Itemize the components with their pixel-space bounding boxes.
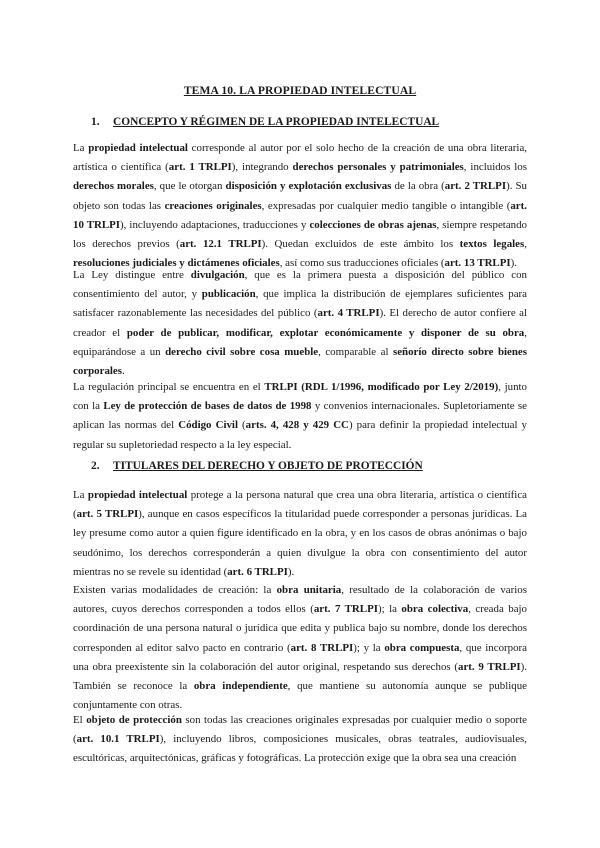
text-run: ). Su objeto son todas las: [73, 180, 527, 212]
bold-text-run: arts. 4, 428 y 429 CC: [245, 419, 349, 432]
text-run: de la obra (: [391, 180, 445, 193]
text-run: ); y la: [353, 641, 385, 654]
text-run: , comparable al: [318, 345, 393, 358]
section-heading-1: [91, 116, 439, 128]
bold-text-run: obra compuesta: [384, 641, 460, 654]
paragraph-1: [73, 139, 527, 273]
bold-text-run: art. 6 TRLPI: [227, 565, 288, 578]
text-run: ) para definir la propiedad intelectual y regular su supletoriedad respecto a la ley especial.: [73, 419, 527, 451]
bold-text-run: poder de publicar, modificar, explotar económicamente y disponer de su obra: [126, 326, 525, 339]
bold-text-run: art. 8 TRLPI: [290, 641, 354, 654]
bold-text-run: TRLPI (RDL 1/1996, modificado por Ley 2/2019): [264, 381, 499, 393]
text-run: El: [73, 714, 87, 726]
text-run: .: [122, 365, 125, 378]
bold-text-run: art. 7 TRLPI: [313, 603, 378, 616]
bold-text-run: art. 13 TRLPI: [444, 257, 511, 270]
text-run: protege a la persona natural que crea una obra literaria, artística o científica (: [73, 489, 527, 521]
text-run: ), incluyendo libros, composiciones musicales, obras teatrales, audiovisuales, escultóricas, arquitectónicas, gráficas y fotográficas. La protección exige que la obra sea una creación: [73, 733, 527, 765]
text-run: ).: [510, 257, 517, 270]
text-run: , que le otorgan: [153, 180, 226, 193]
text-run: La: [73, 142, 89, 154]
section-number: 1.: [91, 116, 100, 128]
bold-text-run: art. 10.1 TRLPI: [76, 733, 160, 746]
paragraph-6: [73, 711, 527, 769]
text-run: , que es la primera puesta a disposición del público con consentimiento del autor, y: [73, 269, 527, 301]
bold-text-run: creaciones originales: [164, 199, 262, 212]
text-run: , que incorpora una obra preexistente sin la colaboración del autor original, respetando sus derechos (: [73, 641, 528, 673]
text-run: , que mantiene su autonomía aunque se publique conjuntamente con otras.: [73, 680, 527, 712]
bold-text-run: art. 2 TRLPI: [444, 180, 507, 193]
text-run: La: [73, 489, 88, 501]
text-run: , así como sus traducciones oficiales (: [279, 257, 445, 270]
bold-text-run: art. 12.1 TRLPI: [179, 238, 262, 251]
text-run: ), aunque en casos específicos la titularidad puede corresponder a personas jurídicas. La ley presume como autor a quien figure identificado en la obra, y en los casos de obras anónimas o bajo seudónimo, los derechos corresponderán a quien divulgue la obra con consentimiento del autor mientras no se revele su identidad (: [73, 508, 527, 578]
bold-text-run: derechos personales y patrimoniales: [292, 161, 464, 174]
text-run: ), incluyendo adaptaciones, traducciones y: [120, 218, 310, 231]
text-run: La Ley distingue entre: [73, 269, 191, 281]
section-number: 2.: [91, 460, 100, 472]
text-run: ). El derecho de autor confiere al creador el: [73, 307, 527, 339]
bold-text-run: art. 10 TRLPI: [73, 199, 527, 231]
bold-text-run: señorío directo sobre bienes corporales: [73, 345, 527, 378]
text-run: ). Quedan excluidos de este ámbito los: [261, 238, 460, 251]
bold-text-run: disposición y explotación exclusivas: [225, 180, 392, 193]
text-run: ).: [287, 565, 295, 578]
bold-text-run: textos legales: [459, 238, 525, 251]
text-run: (: [237, 419, 246, 432]
paragraph-2: [73, 266, 527, 381]
bold-text-run: objeto de protección: [86, 714, 182, 726]
text-run: , expresadas por cualquier medio tangible o intangible (: [261, 199, 511, 212]
bold-text-run: obra colectiva: [401, 603, 469, 616]
text-run: ). También se reconoce la: [73, 660, 528, 693]
text-run: Existen varias modalidades de creación: la: [73, 584, 277, 596]
bold-text-run: Código Civil: [178, 419, 238, 432]
bold-text-run: derecho civil sobre cosa mueble: [165, 345, 319, 358]
text-run: La regulación principal se encuentra en el: [73, 381, 265, 393]
text-run: son todas las creaciones originales expresadas por cualquier medio o soporte (: [73, 714, 527, 746]
bold-text-run: colecciones de obras ajenas: [309, 218, 437, 231]
document-title: TEMA 10. LA PROPIEDAD INTELECTUAL: [183, 84, 417, 97]
bold-text-run: publicación: [201, 288, 256, 301]
section-heading-2: [91, 460, 423, 472]
text-run: ); la: [377, 603, 402, 616]
text-run: ), integrando: [231, 161, 293, 174]
bold-text-run: propiedad intelectual: [87, 489, 188, 501]
text-run: , resultado de la colaboración de varios autores, cuyos derechos corresponden a todos ellos (: [73, 584, 527, 616]
bold-text-run: art. 4 TRLPI: [317, 307, 380, 320]
paragraph-4: [73, 486, 527, 582]
paragraph-5: [73, 581, 527, 715]
bold-text-run: art. 5 TRLPI: [76, 508, 139, 521]
bold-text-run: obra unitaria: [276, 584, 342, 596]
text-run: , equiparándose a un: [73, 326, 527, 358]
text-run: ,: [524, 238, 527, 251]
bold-text-run: obra independiente: [193, 680, 288, 693]
section-title: CONCEPTO Y RÉGIMEN DE LA PROPIEDAD INTELECTUAL: [113, 116, 440, 128]
text-run: , junto con la: [73, 381, 527, 413]
text-run: , incluidos los: [463, 161, 527, 174]
text-run: , creada bajo coordinación de una persona natural o jurídica que edita y publica bajo su nombre, donde los derechos corresponden al editor salvo pacto en contrario (: [73, 603, 528, 654]
bold-text-run: resoluciones judiciales y dictámenes oficiales: [73, 257, 280, 270]
bold-text-run: art. 9 TRLPI: [458, 660, 521, 673]
bold-text-run: Ley de protección de bases de datos de 1998: [103, 400, 312, 413]
text-run: y convenios internacionales. Supletoriamente se aplican las normas del: [73, 400, 528, 432]
section-title: TITULARES DEL DERECHO Y OBJETO DE PROTECCIÓN: [113, 460, 423, 472]
text-run: corresponde al autor por el solo hecho de la creación de una obra literaria, artística o científica (: [73, 142, 527, 174]
text-run: , que implica la distribución de ejemplares suficientes para satisfacer razonablemente las necesidades del público (: [73, 288, 527, 320]
text-run: , siempre respetando los derechos previos (: [73, 218, 527, 251]
bold-text-run: propiedad intelectual: [88, 142, 188, 154]
bold-text-run: derechos morales: [73, 180, 154, 193]
paragraph-3: [73, 378, 527, 455]
bold-text-run: art. 1 TRLPI: [168, 161, 232, 174]
bold-text-run: divulgación: [190, 269, 245, 281]
